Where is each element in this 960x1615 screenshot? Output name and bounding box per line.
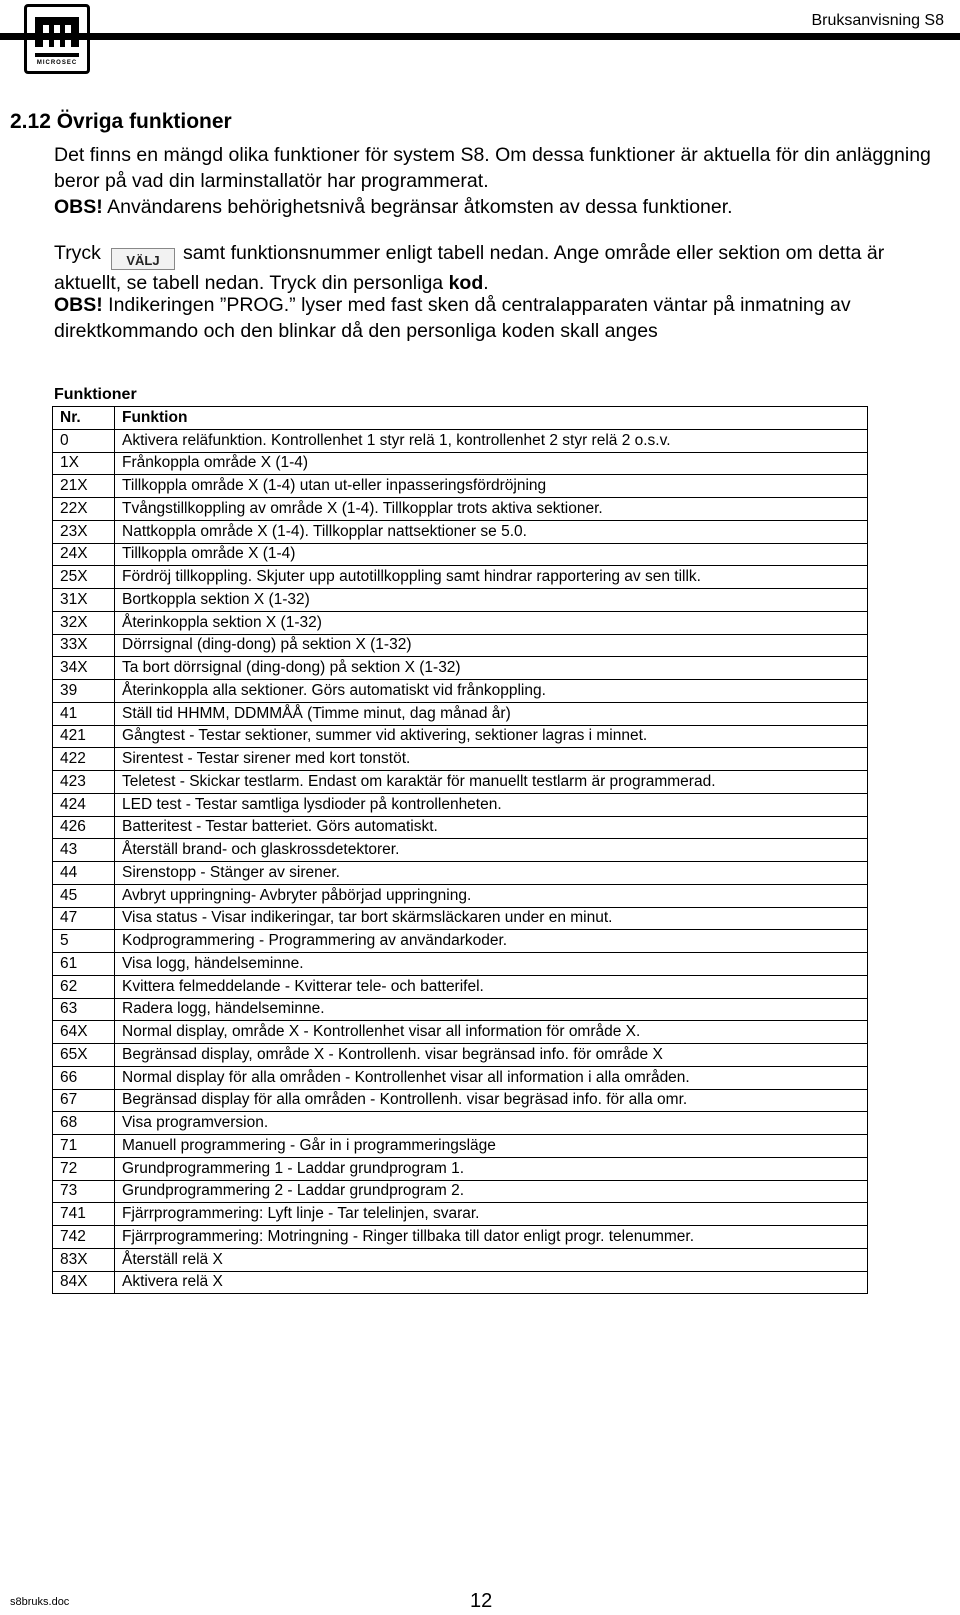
function-description: Avbryt uppringning- Avbryter påbörjad uppringning. bbox=[115, 884, 868, 907]
obs-label: OBS! bbox=[54, 294, 103, 316]
page-number: 12 bbox=[470, 1590, 493, 1612]
table-row bbox=[53, 498, 868, 521]
table-header-row bbox=[53, 407, 868, 430]
function-description: Grundprogrammering 2 - Laddar grundprogram 2. bbox=[115, 1180, 868, 1203]
function-number: 22X bbox=[53, 498, 115, 521]
functions-table-body bbox=[53, 429, 868, 1294]
function-description: Återställ relä X bbox=[115, 1248, 868, 1271]
function-description: Kodprogrammering - Programmering av användarkoder. bbox=[115, 930, 868, 953]
function-description: Begränsad display, område X - Kontrollenh. visar begränsad info. för område X bbox=[115, 1044, 868, 1067]
function-number: 65X bbox=[53, 1044, 115, 1067]
function-description: Dörrsignal (ding-dong) på sektion X (1-32) bbox=[115, 634, 868, 657]
table-row bbox=[53, 884, 868, 907]
table-row bbox=[53, 1248, 868, 1271]
function-description: Fjärrprogrammering: Motringning - Ringer tillbaka till dator enligt progr. telenummer. bbox=[115, 1226, 868, 1249]
column-header-function: Funktion bbox=[115, 407, 868, 430]
function-description: Visa logg, händelseminne. bbox=[115, 953, 868, 976]
function-description: Aktivera reläfunktion. Kontrollenhet 1 styr relä 1, kontrollenhet 2 styr relä 2 o.s.v. bbox=[115, 429, 868, 452]
function-number: 71 bbox=[53, 1135, 115, 1158]
table-row bbox=[53, 1180, 868, 1203]
function-number: 31X bbox=[53, 589, 115, 612]
function-number: 33X bbox=[53, 634, 115, 657]
function-number: 5 bbox=[53, 930, 115, 953]
function-number: 34X bbox=[53, 657, 115, 680]
table-row bbox=[53, 1203, 868, 1226]
function-number: 62 bbox=[53, 975, 115, 998]
function-description: Teletest - Skickar testlarm. Endast om karaktär för manuellt testlarm är programmerad. bbox=[115, 771, 868, 794]
function-description: Manuell programmering - Går in i programmeringsläge bbox=[115, 1135, 868, 1158]
footer-filename: s8bruks.doc bbox=[10, 1596, 70, 1608]
function-description: Batteritest - Testar batteriet. Görs automatiskt. bbox=[115, 816, 868, 839]
table-row bbox=[53, 611, 868, 634]
code-word: kod bbox=[448, 272, 484, 294]
table-row bbox=[53, 748, 868, 771]
obs-text: Indikeringen ”PROG.” lyser med fast sken då centralapparaten väntar på inmatning av direktkommando och den blinkar då den personliga koden skall anges bbox=[54, 294, 851, 342]
table-row bbox=[53, 862, 868, 885]
functions-table bbox=[52, 406, 868, 1294]
intro-paragraph: Det finns en mängd olika funktioner för system S8. Om dessa funktioner är aktuella för din anläggning beror på vad din larminstallatör har programmerat. bbox=[54, 144, 931, 192]
function-number: 43 bbox=[53, 839, 115, 862]
header-rule bbox=[0, 33, 960, 40]
function-number: 41 bbox=[53, 702, 115, 725]
function-number: 47 bbox=[53, 907, 115, 930]
function-number: 25X bbox=[53, 566, 115, 589]
table-row bbox=[53, 793, 868, 816]
function-number: 32X bbox=[53, 611, 115, 634]
function-description: Radera logg, händelseminne. bbox=[115, 998, 868, 1021]
table-row bbox=[53, 680, 868, 703]
table-row bbox=[53, 452, 868, 475]
table-row bbox=[53, 657, 868, 680]
table-row bbox=[53, 839, 868, 862]
obs-note-prog bbox=[54, 292, 944, 344]
function-description: Sirenstopp - Stänger av sirener. bbox=[115, 862, 868, 885]
function-number: 421 bbox=[53, 725, 115, 748]
function-number: 39 bbox=[53, 680, 115, 703]
table-row bbox=[53, 429, 868, 452]
function-description: Tillkoppla område X (1-4) utan ut-eller inpasseringsfördröjning bbox=[115, 475, 868, 498]
obs-label: OBS! bbox=[54, 196, 103, 218]
function-description: Frånkoppla område X (1-4) bbox=[115, 452, 868, 475]
press-text: Tryck bbox=[54, 242, 101, 264]
function-number: 61 bbox=[53, 953, 115, 976]
table-row bbox=[53, 1135, 868, 1158]
function-description: Gångtest - Testar sektioner, summer vid aktivering, sektioner lagras i minnet. bbox=[115, 725, 868, 748]
table-row bbox=[53, 1044, 868, 1067]
function-number: 742 bbox=[53, 1226, 115, 1249]
function-description: Fjärrprogrammering: Lyft linje - Tar telelinjen, svarar. bbox=[115, 1203, 868, 1226]
function-description: Tvångstillkoppling av område X (1-4). Tillkopplar trots aktiva sektioner. bbox=[115, 498, 868, 521]
function-number: 0 bbox=[53, 429, 115, 452]
function-description: Fördröj tillkoppling. Skjuter upp autotillkoppling samt hindrar rapportering av sen tillk. bbox=[115, 566, 868, 589]
function-number: 73 bbox=[53, 1180, 115, 1203]
section-heading: 2.12 Övriga funktioner bbox=[10, 110, 232, 133]
table-row bbox=[53, 475, 868, 498]
table-row bbox=[53, 1271, 868, 1294]
valj-key: VÄLJ bbox=[111, 248, 175, 270]
table-row bbox=[53, 953, 868, 976]
table-row bbox=[53, 1089, 868, 1112]
obs-text: Användarens behörighetsnivå begränsar åtkomsten av dessa funktioner. bbox=[102, 196, 733, 218]
function-number: 424 bbox=[53, 793, 115, 816]
function-number: 68 bbox=[53, 1112, 115, 1135]
table-row bbox=[53, 566, 868, 589]
table-row bbox=[53, 543, 868, 566]
instruction-end: . bbox=[483, 272, 489, 294]
function-number: 66 bbox=[53, 1066, 115, 1089]
table-row bbox=[53, 998, 868, 1021]
function-number: 422 bbox=[53, 748, 115, 771]
function-number: 426 bbox=[53, 816, 115, 839]
table-row bbox=[53, 1226, 868, 1249]
function-description: Begränsad display för alla områden - Kontrollenh. visar begräsad info. för alla omr. bbox=[115, 1089, 868, 1112]
function-description: Sirentest - Testar sirener med kort tonstöt. bbox=[115, 748, 868, 771]
table-row bbox=[53, 930, 868, 953]
function-description: Aktivera relä X bbox=[115, 1271, 868, 1294]
table-row bbox=[53, 1157, 868, 1180]
function-description: Visa status - Visar indikeringar, tar bort skärmsläckaren under en minut. bbox=[115, 907, 868, 930]
function-description: Tillkoppla område X (1-4) bbox=[115, 543, 868, 566]
table-row bbox=[53, 702, 868, 725]
function-description: Normal display för alla områden - Kontrollenhet visar all information i alla områden. bbox=[115, 1066, 868, 1089]
function-number: 44 bbox=[53, 862, 115, 885]
function-description: LED test - Testar samtliga lysdioder på kontrollenheten. bbox=[115, 793, 868, 816]
document-title: Bruksanvisning S8 bbox=[811, 12, 944, 29]
function-number: 45 bbox=[53, 884, 115, 907]
instruction-paragraph bbox=[54, 240, 944, 296]
function-number: 21X bbox=[53, 475, 115, 498]
table-row bbox=[53, 1066, 868, 1089]
function-number: 64X bbox=[53, 1021, 115, 1044]
function-description: Återinkoppla alla sektioner. Görs automatiskt vid frånkoppling. bbox=[115, 680, 868, 703]
function-description: Ta bort dörrsignal (ding-dong) på sektion X (1-32) bbox=[115, 657, 868, 680]
function-description: Bortkoppla sektion X (1-32) bbox=[115, 589, 868, 612]
functions-label: Funktioner bbox=[54, 386, 137, 403]
column-header-nr: Nr. bbox=[53, 407, 115, 430]
function-description: Normal display, område X - Kontrollenhet visar all information för område X. bbox=[115, 1021, 868, 1044]
function-number: 63 bbox=[53, 998, 115, 1021]
function-number: 83X bbox=[53, 1248, 115, 1271]
table-row bbox=[53, 771, 868, 794]
instruction-text: samt funktionsnummer enligt tabell nedan. Ange område eller sektion om detta är aktuellt, se tabell nedan. Tryck din personliga bbox=[54, 242, 885, 294]
function-number: 72 bbox=[53, 1157, 115, 1180]
table-row bbox=[53, 907, 868, 930]
table-row bbox=[53, 725, 868, 748]
table-row bbox=[53, 520, 868, 543]
function-description: Grundprogrammering 1 - Laddar grundprogram 1. bbox=[115, 1157, 868, 1180]
function-number: 741 bbox=[53, 1203, 115, 1226]
function-number: 67 bbox=[53, 1089, 115, 1112]
function-number: 423 bbox=[53, 771, 115, 794]
table-row bbox=[53, 975, 868, 998]
function-number: 84X bbox=[53, 1271, 115, 1294]
table-row bbox=[53, 589, 868, 612]
function-description: Kvittera felmeddelande - Kvitterar tele- och batterifel. bbox=[115, 975, 868, 998]
function-description: Nattkoppla område X (1-4). Tillkopplar nattsektioner se 5.0. bbox=[115, 520, 868, 543]
table-row bbox=[53, 816, 868, 839]
function-number: 1X bbox=[53, 452, 115, 475]
function-description: Ställ tid HHMM, DDMMÅÅ (Timme minut, dag månad år) bbox=[115, 702, 868, 725]
table-row bbox=[53, 1112, 868, 1135]
table-row bbox=[53, 1021, 868, 1044]
function-number: 24X bbox=[53, 543, 115, 566]
function-description: Återställ brand- och glaskrossdetektorer. bbox=[115, 839, 868, 862]
table-row bbox=[53, 634, 868, 657]
function-description: Återinkoppla sektion X (1-32) bbox=[115, 611, 868, 634]
function-description: Visa programversion. bbox=[115, 1112, 868, 1135]
function-number: 23X bbox=[53, 520, 115, 543]
obs-note-access bbox=[54, 194, 944, 220]
logo-text: MICROSEC bbox=[36, 60, 78, 66]
